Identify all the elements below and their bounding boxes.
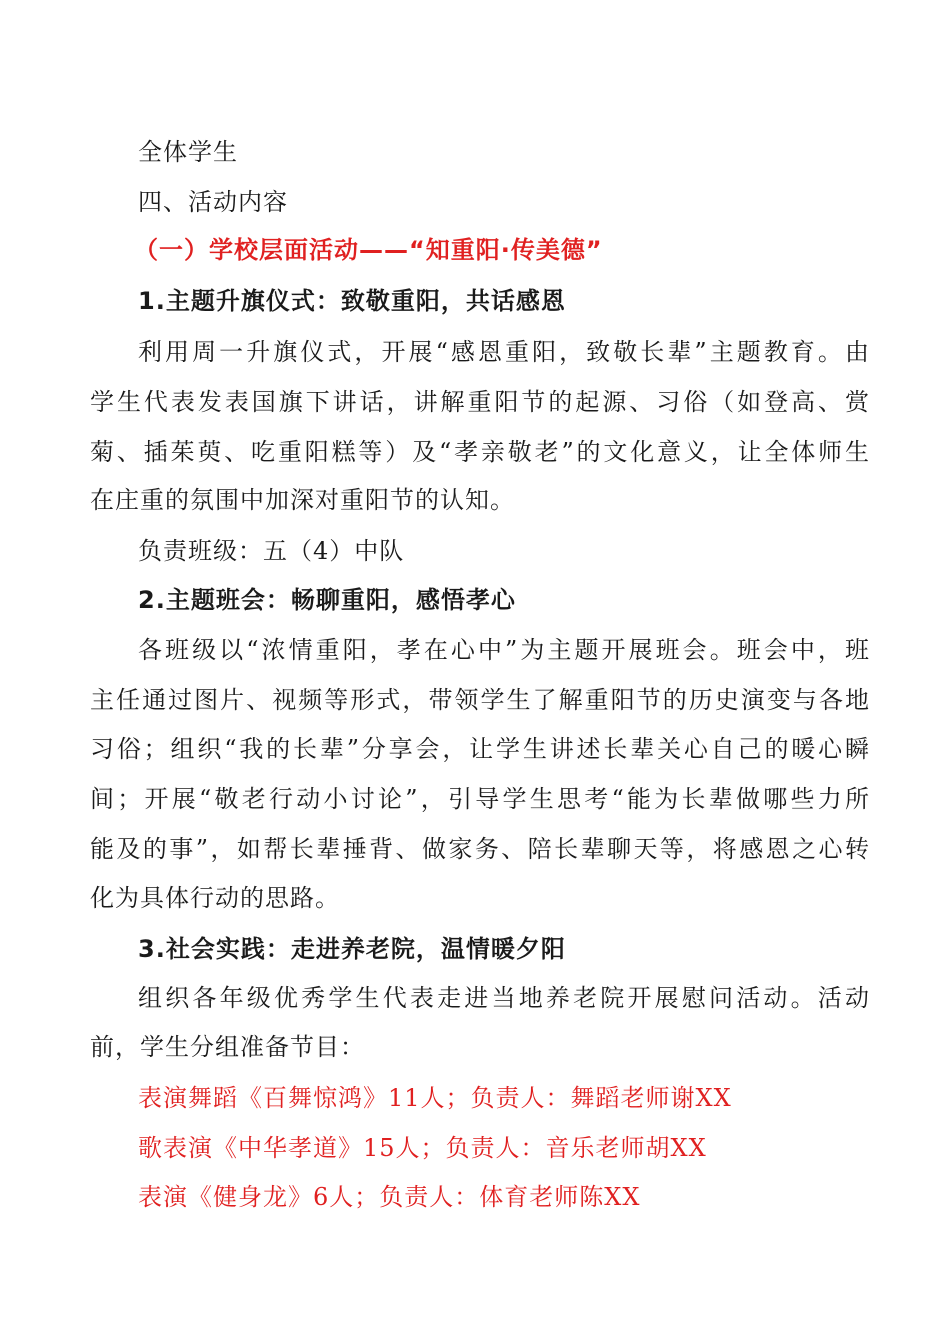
item1-paragraph-line: 在庄重的氛围中加深对重阳节的认知。	[90, 486, 515, 514]
item2-paragraph-line: 能及的事”，如帮长辈捶背、做家务、陪长辈聊天等，将感恩之心转	[90, 835, 870, 863]
item2-paragraph-line: 间；开展“敬老行动小讨论”，引导学生思考“能为长辈做哪些力所	[90, 785, 870, 813]
item1-paragraph-line: 菊、插茱萸、吃重阳糕等）及“孝亲敬老”的文化意义，让全体师生	[90, 438, 870, 466]
participants-text: 全体学生	[138, 138, 238, 166]
item2-title: 2.主题班会：畅聊重阳，感悟孝心	[138, 586, 516, 614]
item2-paragraph-line: 各班级以“浓情重阳，孝在心中”为主题开展班会。班会中，班	[138, 636, 870, 664]
item3-title: 3.社会实践：走进养老院，温情暖夕阳	[138, 935, 566, 963]
item1-responsible: 负责班级：五（4）中队	[138, 537, 405, 565]
item1-title: 1.主题升旗仪式：致敬重阳，共话感恩	[138, 287, 566, 315]
program-entry: 歌表演《中华孝道》15人；负责人：音乐老师胡XX	[138, 1134, 707, 1162]
item3-paragraph-line: 组织各年级优秀学生代表走进当地养老院开展慰问活动。活动	[138, 984, 870, 1012]
item2-paragraph-line: 主任通过图片、视频等形式，带领学生了解重阳节的历史演变与各地	[90, 686, 870, 714]
item2-paragraph-line: 习俗；组织“我的长辈”分享会，让学生讲述长辈关心自己的暖心瞬	[90, 735, 870, 763]
program-entry: 表演《健身龙》6人；负责人：体育老师陈XX	[138, 1183, 641, 1211]
item3-paragraph-line: 前，学生分组准备节目：	[90, 1033, 365, 1061]
program-entry: 表演舞蹈《百舞惊鸿》11人；负责人：舞蹈老师谢XX	[138, 1084, 732, 1112]
subsection-one-heading: （一）学校层面活动——“知重阳·传美德”	[134, 236, 603, 264]
item1-paragraph-line: 学生代表发表国旗下讲话，讲解重阳节的起源、习俗（如登高、赏	[90, 388, 870, 416]
section-four-heading: 四、活动内容	[138, 188, 288, 216]
item2-paragraph-line: 化为具体行动的思路。	[90, 884, 340, 912]
item1-paragraph-line: 利用周一升旗仪式，开展“感恩重阳，致敬长辈”主题教育。由	[138, 338, 870, 366]
